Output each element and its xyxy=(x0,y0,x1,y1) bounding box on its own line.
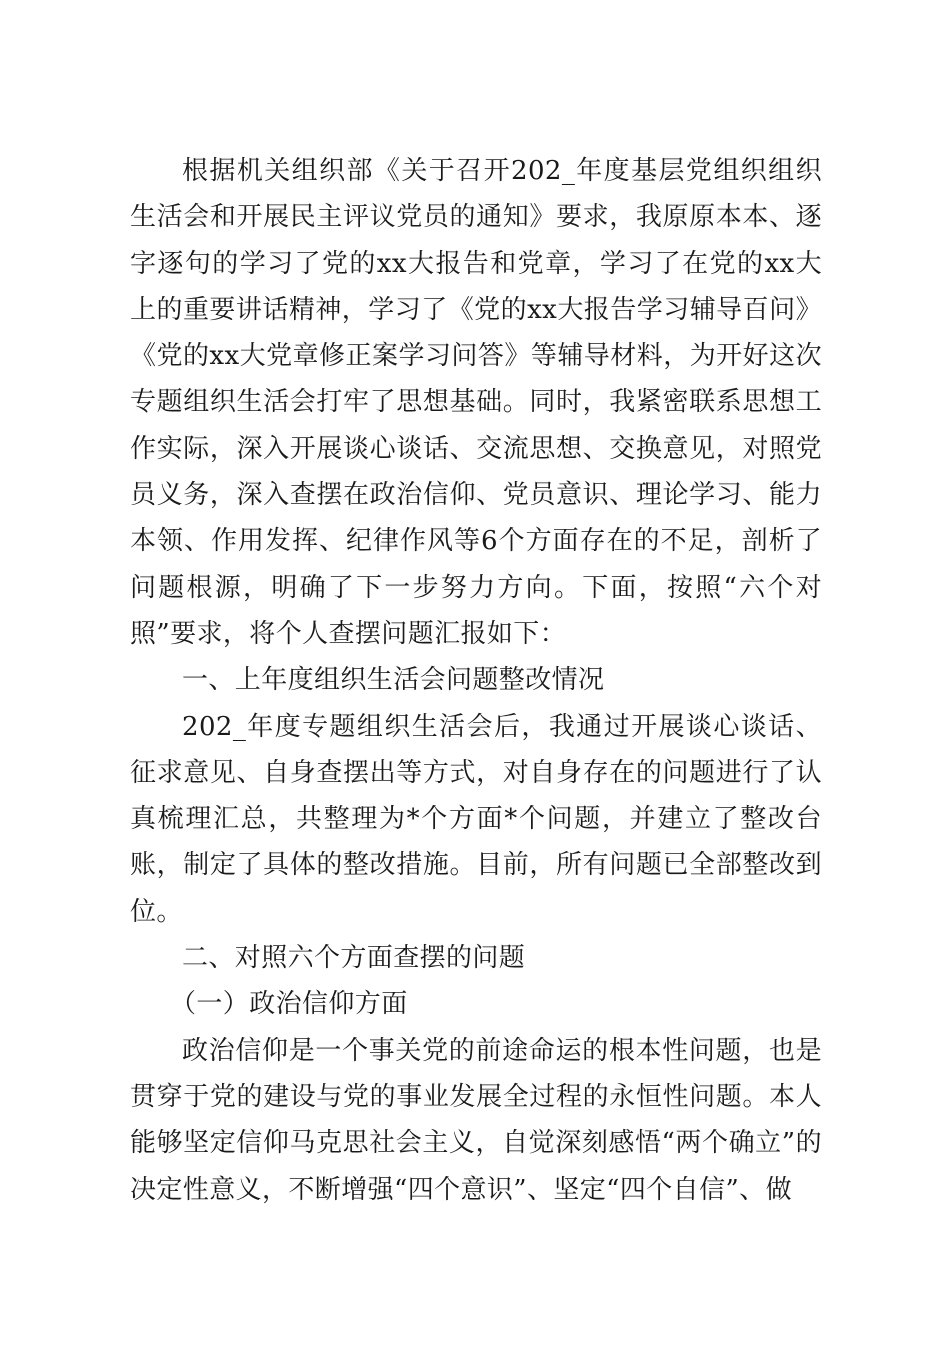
rectification-paragraph: 202_年度专题组织生活会后，我通过开展谈心谈话、征求意见、自身查摆出等方式，对自身存在的问题进行了认真梳理汇总，共整理为*个方面*个问题，并建立了整改台账，制定了具体的整改措施。目前，所有问题已全部整改到位。 xyxy=(130,711,822,927)
political-belief-paragraph: 政治信仰是一个事关党的前途命运的根本性问题，也是贯穿于党的建设与党的事业发展全过程的永恒性问题。本人能够坚定信仰马克思社会主义，自觉深刻感悟“两个确立”的决定性意义，不断增强“四个意识”、坚定“四个自信”、做 xyxy=(130,1035,822,1205)
document-body xyxy=(130,148,822,1213)
subsection-heading-political-belief: （一）政治信仰方面 xyxy=(170,989,408,1020)
section-heading-six-aspects: 二、对照六个方面查摆的问题 xyxy=(182,943,526,974)
section-heading-rectification: 一、上年度组织生活会问题整改情况 xyxy=(182,665,605,696)
intro-paragraph: 根据机关组织部《关于召开202_年度基层党组织组织生活会和开展民主评议党员的通知》要求，我原原本本、逐字逐句的学习了党的xx大报告和党章，学习了在党的xx大上的重要讲话精神，学习了《党的xx大报告学习辅导百问》《党的xx大党章修正案学习问答》等辅导材料，为开好这次专题组织生活会打牢了思想基础。同时，我紧密联系思想工作实际，深入开展谈心谈话、交流思想、交换意见，对照党员义务，深入查摆在政治信仰、党员意识、理论学习、能力本领、作用发挥、纪律作风等6个方面存在的不足，剖析了问题根源，明确了下一步努力方向。下面，按照“六个对照”要求，将个人查摆问题汇报如下： xyxy=(130,156,822,649)
